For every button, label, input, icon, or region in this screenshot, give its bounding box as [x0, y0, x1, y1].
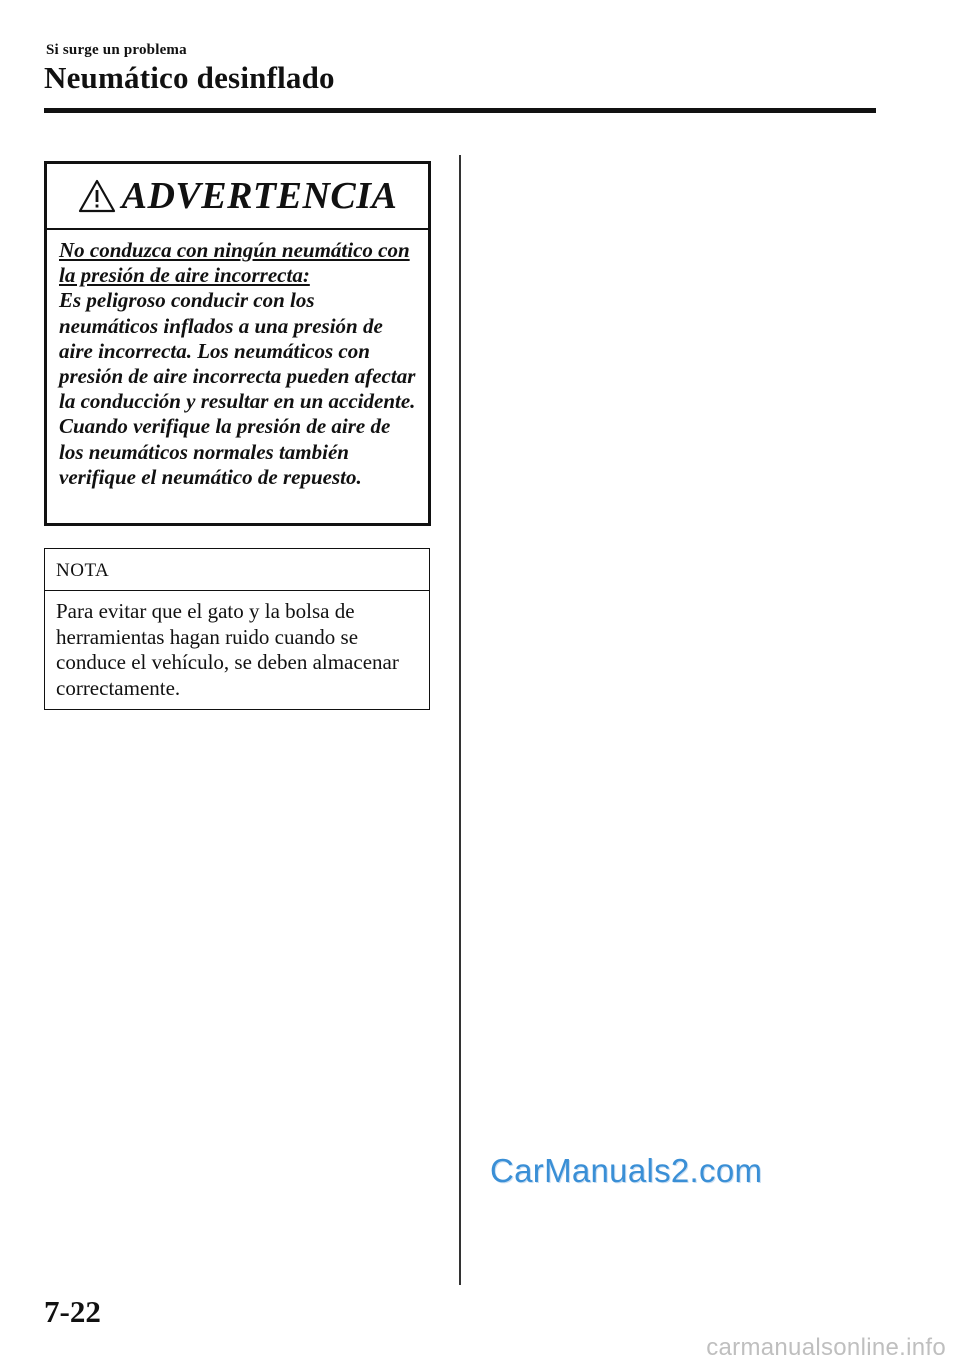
footer-site-text: carmanualsonline.info: [706, 1334, 946, 1361]
warning-triangle-icon: [78, 179, 116, 213]
watermark: CarManuals2.com: [490, 1152, 763, 1189]
warning-body: [47, 230, 428, 490]
warning-title: ADVERTENCIA: [121, 175, 398, 217]
note-text: Para evitar que el gato y la bolsa de herramientas hagan ruido cuando se conduce el vehículo, se deben almacenar correctamente.: [56, 599, 399, 700]
note-title: NOTA: [45, 549, 429, 591]
column-divider: [459, 155, 461, 1285]
warning-box: [44, 161, 431, 526]
warning-text: Es peligroso conducir con los neumáticos inflados a una presión de aire incorrecta. Los neumáticos con presión de aire incorrecta pueden afectar la conducción y resultar en un accidente. Cuando verifique la presión de aire de los neumáticos normales también verifique el neumático de repuesto.: [59, 288, 416, 489]
note-box: [44, 548, 430, 710]
page-number: 7-22: [44, 1294, 101, 1329]
title-rule: [44, 108, 876, 113]
warning-heading: No conduzca con ningún neumático con la presión de aire incorrecta:: [59, 238, 410, 288]
warning-header: [47, 164, 428, 230]
page-title: Neumático desinflado: [44, 60, 335, 95]
section-label: Si surge un problema: [46, 42, 187, 58]
